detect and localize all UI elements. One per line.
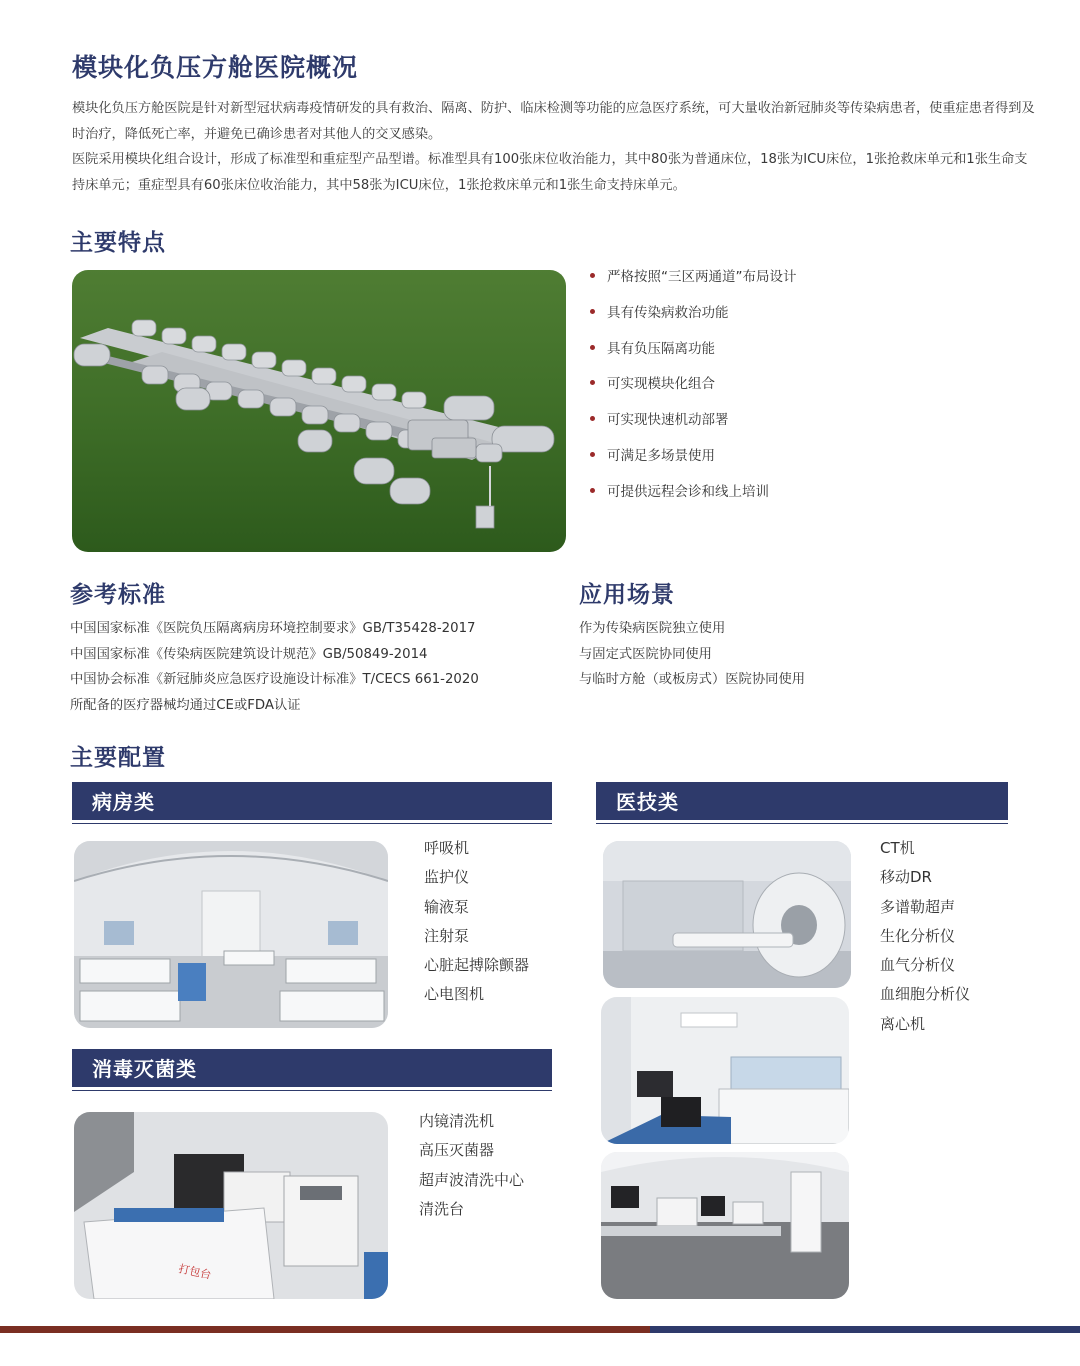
standard-item: 中国协会标准《新冠肺炎应急医疗设施设计标准》T/CECS 661-2020	[70, 672, 479, 687]
equipment-item: 注射泵	[424, 926, 470, 945]
equipment-item: 离心机	[880, 1014, 926, 1033]
scenario-item: 与临时方舱（或板房式）医院协同使用	[579, 672, 806, 687]
medtech-equipment-list	[880, 834, 970, 1039]
equipment-item: 监护仪	[424, 868, 470, 887]
footer-stripe-red	[0, 1326, 650, 1333]
equipment-item: 血细胞分析仪	[880, 985, 971, 1004]
equipment-item: 心电图机	[424, 985, 485, 1004]
config-title: 主要配置	[70, 745, 166, 771]
standards-list	[70, 616, 479, 718]
feature-item: 可满足多场景使用	[588, 445, 797, 481]
medtech-category-bar: 医技类	[596, 782, 1008, 820]
hospital-aerial-image	[72, 270, 566, 552]
intro-paragraph-1: 模块化负压方舱医院是针对新型冠状病毒疫情研发的具有救治、隔离、防护、临床检测等功能的应急医疗系统，可大量收治新冠肺炎等传染病患者，使重症患者得到及时治疗，降低死亡率，并避免已确诊患者对其他人的交叉感染。	[72, 101, 1035, 142]
ward-category-bar: 病房类	[72, 782, 552, 820]
equipment-item: 清洗台	[419, 1199, 465, 1218]
standard-item: 中国国家标准《医院负压隔离病房环境控制要求》GB/T35428-2017	[70, 621, 476, 636]
feature-item: 具有负压隔离功能	[588, 338, 797, 374]
equipment-item: 多谱勒超声	[880, 897, 956, 916]
feature-item: 严格按照“三区两通道”布局设计	[588, 266, 797, 302]
features-list	[588, 266, 797, 517]
scenario-item: 作为传染病医院独立使用	[579, 621, 726, 636]
equipment-item: 呼吸机	[424, 839, 470, 857]
standards-title: 参考标准	[70, 582, 166, 608]
standard-item: 所配备的医疗器械均通过CE或FDA认证	[70, 697, 301, 713]
disinfection-image	[74, 1112, 388, 1299]
scenarios-title: 应用场景	[579, 582, 675, 608]
scenario-item: 与固定式医院协同使用	[579, 646, 712, 662]
photo-label-text: 打包台	[177, 1262, 213, 1282]
disinfection-category-bar: 消毒灭菌类	[72, 1049, 552, 1087]
footer-stripe-blue	[650, 1326, 1080, 1333]
equipment-item: 超声波清洗中心	[419, 1170, 525, 1189]
ward-equipment-list	[424, 834, 529, 1010]
ward-image	[74, 841, 388, 1028]
equipment-item: 心脏起搏除颤器	[424, 956, 530, 975]
equipment-item: 内镜清洗机	[419, 1112, 495, 1130]
equipment-item: 高压灭菌器	[419, 1141, 495, 1160]
feature-item: 具有传染病救治功能	[588, 302, 797, 338]
equipment-item: 血气分析仪	[880, 956, 956, 975]
scenarios-list	[579, 616, 805, 693]
equipment-item: 生化分析仪	[880, 926, 956, 945]
equipment-item: CT机	[880, 839, 915, 857]
ct-room-image	[603, 841, 851, 988]
features-title: 主要特点	[70, 230, 166, 256]
standard-item: 中国国家标准《传染病医院建筑设计规范》GB/50849-2014	[70, 646, 428, 662]
intro-paragraph-2: 医院采用模块化组合设计，形成了标准型和重症型产品型谱。标准型具有100张床位收治能力，其中80张为普通床位，18张为ICU床位，1张抢救床单元和1张生命支持床单元；重症型具有60张床位收治能力，其中58张为ICU床位，1张抢救床单元和1张生命支持床单元。	[72, 152, 1028, 193]
lab-room-image	[601, 997, 849, 1144]
feature-item: 可实现模块化组合	[588, 373, 797, 409]
intro-text	[72, 96, 1037, 198]
equipment-item: 输液泵	[424, 897, 470, 916]
equipment-item: 移动DR	[880, 868, 932, 887]
feature-item: 可实现快速机动部署	[588, 409, 797, 445]
disinfection-equipment-list	[419, 1107, 524, 1224]
feature-item: 可提供远程会诊和线上培训	[588, 481, 797, 517]
lab-equipment-image	[601, 1152, 849, 1299]
page-title: 模块化负压方舱医院概况	[72, 53, 359, 82]
